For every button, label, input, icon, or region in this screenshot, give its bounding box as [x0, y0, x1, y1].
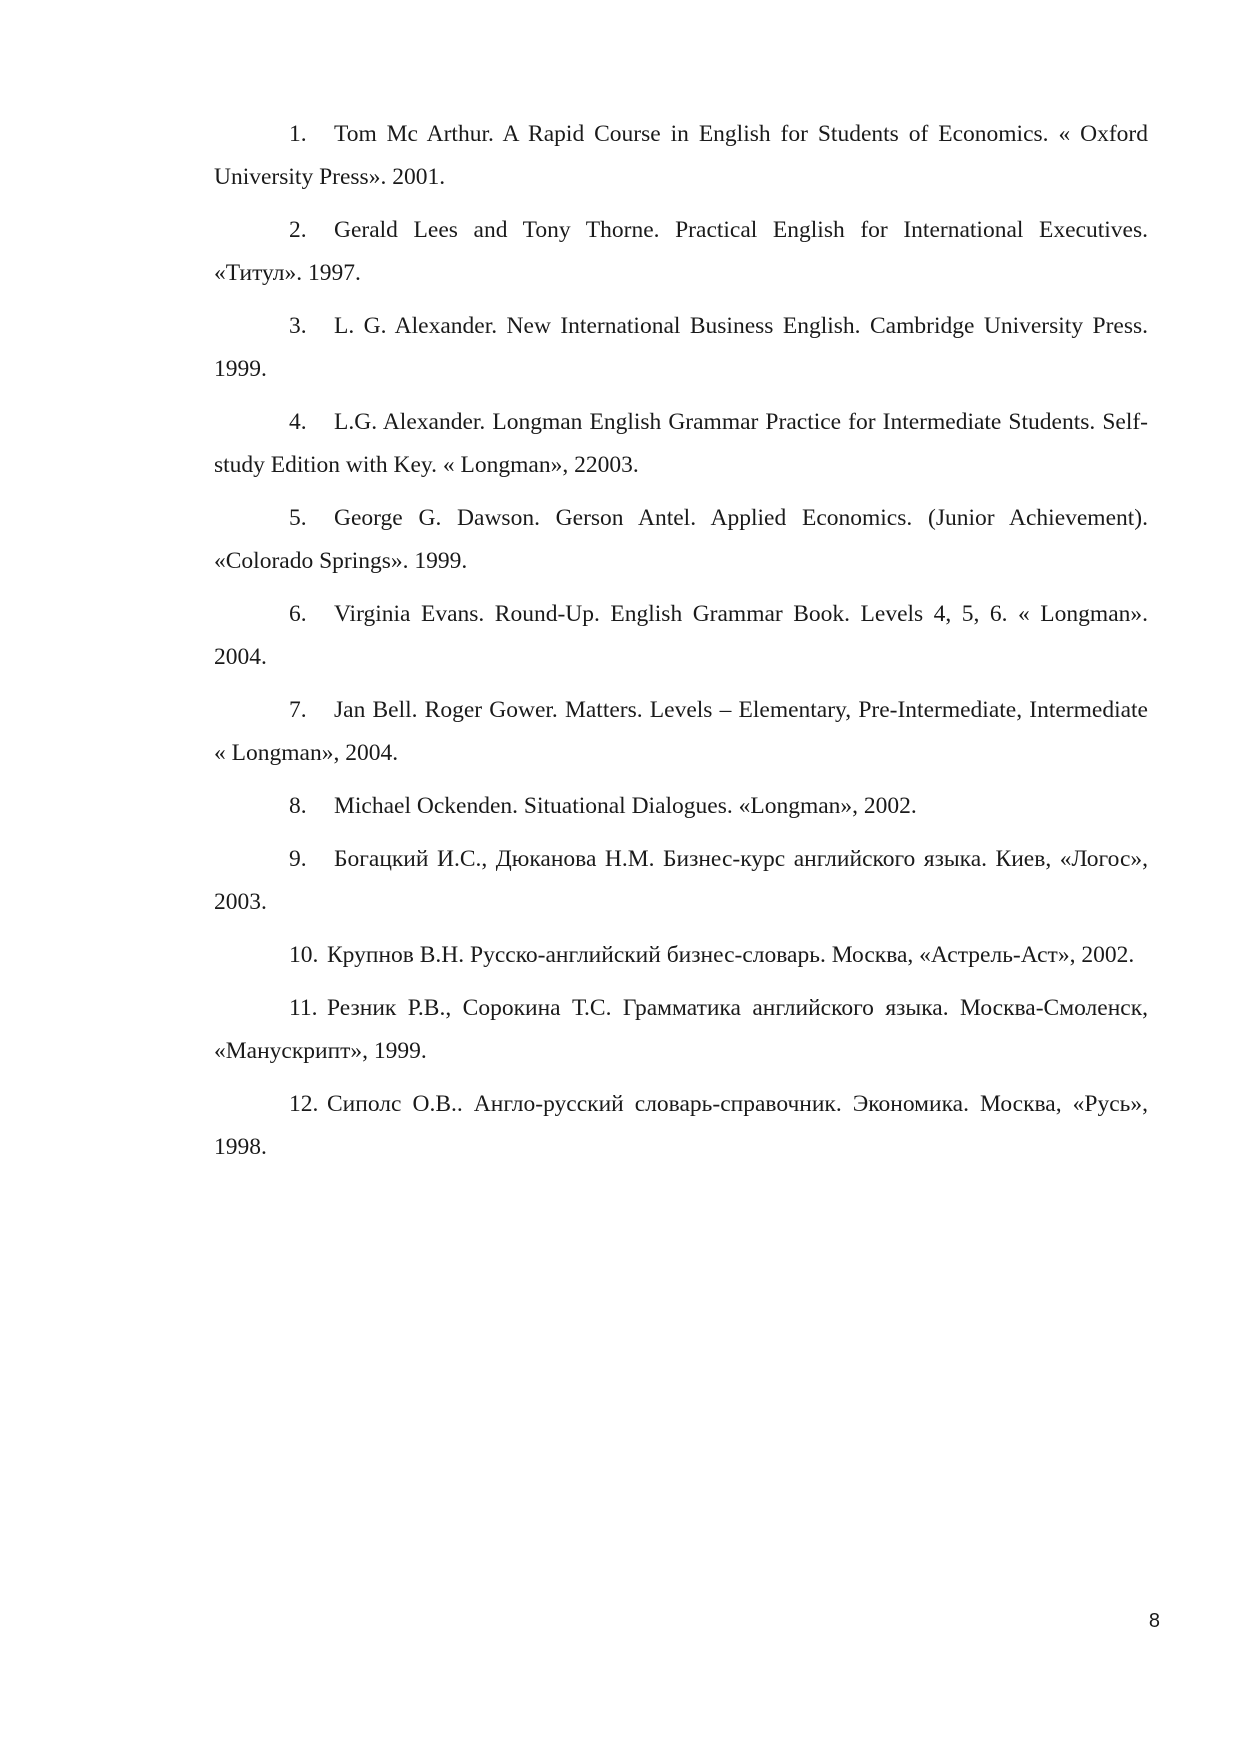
reference-text: Крупнов В.Н. Русско-английский бизнес-словарь. Москва, «Астрель-Аст», 2002.	[327, 942, 1135, 968]
reference-text: Сиполс О.В.. Англо-русский словарь-справочник. Экономика. Москва, «Русь», 1998.	[214, 1091, 1148, 1160]
reference-text: Virginia Evans. Round-Up. English Grammar Book. Levels 4, 5, 6. « Longman». 2004.	[214, 601, 1148, 670]
reference-list	[214, 113, 1148, 1179]
reference-text: Jan Bell. Roger Gower. Matters. Levels – Elementary, Pre-Intermediate, Intermediate « Longman», 2004.	[214, 697, 1148, 766]
reference-number: 12.	[289, 1091, 319, 1117]
reference-text: George G. Dawson. Gerson Antel. Applied Economics. (Junior Achievement). «Colorado Springs». 1999.	[214, 505, 1148, 574]
reference-item	[214, 593, 1148, 679]
reference-number: 2.	[289, 217, 307, 243]
reference-item	[214, 209, 1148, 295]
reference-text: L. G. Alexander. New International Business English. Cambridge University Press. 1999.	[214, 313, 1148, 382]
reference-item	[214, 497, 1148, 583]
reference-number: 4.	[289, 409, 307, 435]
reference-item	[214, 401, 1148, 487]
reference-item	[214, 934, 1148, 977]
reference-number: 1.	[289, 121, 307, 147]
page-number: 8	[1148, 1610, 1160, 1632]
reference-text: Резник Р.В., Сорокина Т.С. Грамматика английского языка. Москва-Смоленск, «Манускрипт», 1999.	[214, 995, 1148, 1064]
reference-text: Tom Mc Arthur. A Rapid Course in English for Students of Economics. « Oxford University Press». 2001.	[214, 121, 1148, 190]
reference-text: Michael Ockenden. Situational Dialogues. «Longman», 2002.	[334, 793, 917, 819]
reference-number: 8.	[289, 793, 307, 819]
reference-number: 11.	[289, 995, 318, 1021]
reference-text: Богацкий И.С., Дюканова Н.М. Бизнес-курс английского языка. Киев, «Логос», 2003.	[214, 846, 1148, 915]
reference-item	[214, 689, 1148, 775]
reference-text: L.G. Alexander. Longman English Grammar Practice for Intermediate Students. Self-study Edition with Key. « Longman», 22003.	[214, 409, 1148, 478]
reference-item	[214, 785, 1148, 828]
reference-number: 5.	[289, 505, 307, 531]
reference-item	[214, 1083, 1148, 1169]
reference-text: Gerald Lees and Tony Thorne. Practical English for International Executives. «Титул». 1997.	[214, 217, 1148, 286]
reference-number: 9.	[289, 846, 307, 872]
reference-number: 3.	[289, 313, 307, 339]
reference-item	[214, 987, 1148, 1073]
reference-item	[214, 305, 1148, 391]
reference-item	[214, 113, 1148, 199]
reference-number: 6.	[289, 601, 307, 627]
reference-item	[214, 838, 1148, 924]
reference-number: 7.	[289, 697, 307, 723]
reference-number: 10.	[289, 942, 319, 968]
